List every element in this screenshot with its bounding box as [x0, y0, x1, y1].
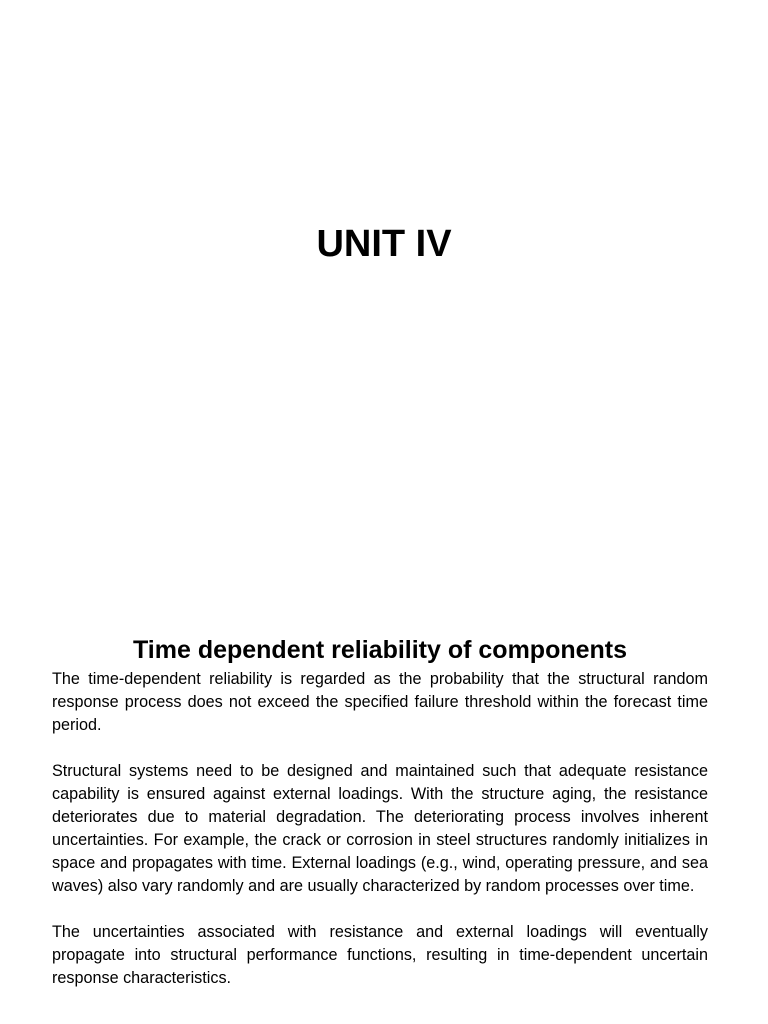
unit-title: UNIT IV	[316, 223, 452, 265]
paragraph-structural-systems: Structural systems need to be designed and maintained such that adequate resistance capability is ensured against external loadings. With the structure aging, the resistance deteriorates due to material degradation. The deteriorating process involves inherent uncertainties. For example, the crack or corrosion in steel structures randomly initializes in space and propagates with time. External loadings (e.g., wind, operating pressure, and sea waves) also vary randomly and are usually characterized by random processes over time.	[52, 762, 708, 895]
paragraph-definition: The time-dependent reliability is regarded as the probability that the structural random response process does not exceed the specified failure threshold within the forecast time period.	[52, 670, 708, 734]
paragraph-uncertainties: The uncertainties associated with resistance and external loadings will eventually propagate into structural performance functions, resulting in time-dependent uncertain response characteristics.	[52, 923, 708, 987]
section-heading: Time dependent reliability of components	[132, 636, 628, 664]
reliability-section	[52, 632, 708, 1013]
